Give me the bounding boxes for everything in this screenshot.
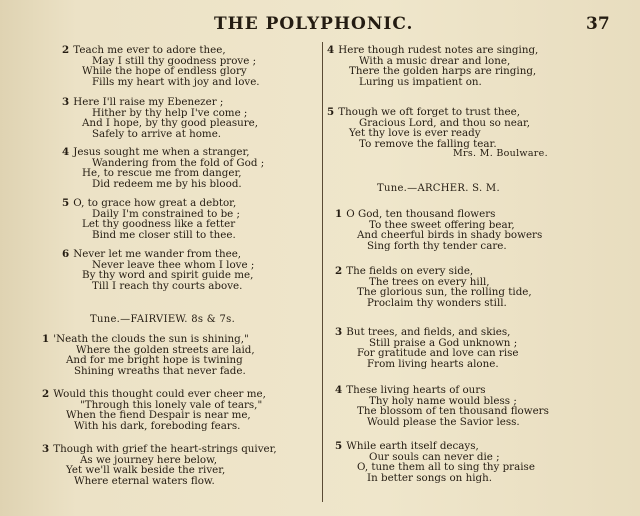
verse-text: The trees on every hill, xyxy=(369,275,490,288)
verse-text: For gratitude and love can rise xyxy=(357,347,519,360)
stanza-number: 2 xyxy=(335,265,343,277)
verse-text: Safely to arrive at home. xyxy=(92,127,222,140)
verse-text: O, tune them all to sing thy praise xyxy=(357,461,535,474)
verse-text: 'Neath the clouds the sun is shining," xyxy=(53,333,249,345)
stanza-left-5 xyxy=(62,198,240,240)
verse-text: Where the golden streets are laid, xyxy=(76,343,255,356)
verse-text: Here though rudest notes are singing, xyxy=(338,44,539,56)
verse-text: Thy holy name would bless ; xyxy=(369,394,517,407)
stanza-right-tune-5 xyxy=(335,441,535,483)
stanza-number: 5 xyxy=(62,197,70,209)
stanza-number: 3 xyxy=(62,96,70,108)
verse-text: Yet thy love is ever ready xyxy=(349,127,481,140)
stanza-number: 5 xyxy=(327,106,335,118)
verse-text: Wandering from the fold of God ; xyxy=(92,156,265,169)
stanza-number: 5 xyxy=(335,440,343,452)
verse-text: With his dark, foreboding fears. xyxy=(74,419,241,432)
verse-text: Till I reach thy courts above. xyxy=(92,279,243,292)
verse-line xyxy=(42,366,255,377)
verse-text: Our souls can never die ; xyxy=(369,450,500,463)
stanza-number: 1 xyxy=(42,333,50,345)
verse-line xyxy=(335,473,535,484)
verse-text: Though we oft forget to trust thee, xyxy=(338,106,520,118)
verse-text: From living hearts alone. xyxy=(367,357,499,370)
verse-text: And I hope, by thy good pleasure, xyxy=(82,117,259,130)
verse-line xyxy=(62,77,260,88)
verse-text: Teach me ever to adore thee, xyxy=(73,44,226,56)
verse-text: To thee sweet offering bear, xyxy=(369,218,515,231)
verse-line xyxy=(335,298,532,309)
stanza-left-4 xyxy=(62,147,264,189)
verse-line xyxy=(335,417,549,428)
verse-text: As we journey here below, xyxy=(80,453,217,466)
verse-text: He, to rescue me from danger, xyxy=(82,167,242,180)
verse-text: Daily I'm constrained to be ; xyxy=(92,207,241,220)
verse-text: These living hearts of ours xyxy=(346,384,486,396)
verse-text: May I still thy goodness prove ; xyxy=(92,54,257,67)
verse-text: Did redeem me by his blood. xyxy=(92,177,242,190)
verse-text: Shining wreaths that never fade. xyxy=(74,364,246,377)
tune-heading: Tune.—ARCHER. S. M. xyxy=(377,183,500,194)
stanza-left-2 xyxy=(62,45,260,87)
stanza-right-tune-2 xyxy=(335,266,532,308)
verse-text: Jesus sought me when a stranger, xyxy=(73,146,250,158)
stanza-left-6 xyxy=(62,249,254,291)
verse-text: Yet we'll walk beside the river, xyxy=(66,464,226,477)
verse-text: Here I'll raise my Ebenezer ; xyxy=(73,96,224,108)
stanza-left-tune-2 xyxy=(42,389,266,431)
verse-text: Would this thought could ever cheer me, xyxy=(53,388,266,400)
stanza-number: 6 xyxy=(62,248,70,260)
verse-text: The blossom of ten thousand flowers xyxy=(357,405,549,418)
stanza-number: 2 xyxy=(42,388,50,400)
column-divider xyxy=(322,42,323,502)
verse-text: And cheerful birds in shady bowers xyxy=(357,229,543,242)
verse-line xyxy=(327,77,538,88)
stanza-number: 3 xyxy=(335,326,343,338)
verse-line xyxy=(62,281,254,292)
verse-line xyxy=(335,359,519,370)
verse-text: While earth itself decays, xyxy=(346,440,479,452)
stanza-left-tune-3 xyxy=(42,444,277,486)
verse-text: The fields on every side, xyxy=(346,265,474,277)
stanza-number: 1 xyxy=(335,208,343,220)
stanza-number: 4 xyxy=(335,384,343,396)
verse-text: By thy word and spirit guide me, xyxy=(82,269,254,282)
verse-text: Let thy goodness like a fetter xyxy=(82,218,236,231)
verse-text: Gracious Lord, and thou so near, xyxy=(359,116,531,129)
stanza-right-4 xyxy=(327,45,538,87)
verse-text: Fills my heart with joy and love. xyxy=(92,75,260,88)
verse-text: In better songs on high. xyxy=(367,471,493,484)
verse-text: To remove the falling tear. xyxy=(359,137,497,150)
verse-text: Still praise a God unknown ; xyxy=(369,336,518,349)
verse-text: And for me bright hope is twining xyxy=(66,354,243,367)
verse-text: Luring us impatient on. xyxy=(359,75,482,88)
stanza-right-tune-4 xyxy=(335,385,549,427)
verse-text: Though with grief the heart-strings quiver, xyxy=(53,443,277,455)
verse-text: Proclaim thy wonders still. xyxy=(367,296,507,309)
verse-text: Where eternal waters flow. xyxy=(74,474,215,487)
verse-text: Sing forth thy tender care. xyxy=(367,239,507,252)
verse-text: "Through this lonely vale of tears," xyxy=(80,398,263,411)
verse-line xyxy=(335,241,542,252)
verse-text: When the fiend Despair is near me, xyxy=(66,409,251,422)
verse-line xyxy=(62,129,258,140)
author-attribution: Mrs. M. Boulware. xyxy=(453,148,548,159)
verse-line xyxy=(62,179,264,190)
stanza-left-3 xyxy=(62,97,258,139)
verse-line xyxy=(42,476,277,487)
verse-text: Bind me closer still to thee. xyxy=(92,228,236,241)
verse-text: With a music drear and lone, xyxy=(359,54,511,67)
verse-text: Hither by thy help I've come ; xyxy=(92,106,248,119)
stanza-right-tune-1 xyxy=(335,209,542,251)
stanza-number: 2 xyxy=(62,44,70,56)
stanza-number: 3 xyxy=(42,443,50,455)
verse-line xyxy=(62,230,240,241)
verse-text: O God, ten thousand flowers xyxy=(346,208,496,220)
verse-text: The glorious sun, the rolling tide, xyxy=(357,286,532,299)
page-title: THE POLYPHONIC. xyxy=(214,14,414,34)
verse-text: Never leave thee whom I love ; xyxy=(92,258,255,271)
page-number: 37 xyxy=(586,14,610,34)
verse-text: While the hope of endless glory xyxy=(82,65,247,78)
tune-heading: Tune.—FAIRVIEW. 8s & 7s. xyxy=(90,314,236,325)
page-header xyxy=(0,14,640,36)
verse-text: Would please the Savior less. xyxy=(367,415,520,428)
verse-text: Never let me wander from thee, xyxy=(73,248,242,260)
verse-line xyxy=(42,421,266,432)
verse-text: There the golden harps are ringing, xyxy=(349,65,537,78)
verse-text: O, to grace how great a debtor, xyxy=(73,197,237,209)
stanza-number: 4 xyxy=(327,44,335,56)
stanza-right-5 xyxy=(327,107,530,149)
verse-text: But trees, and fields, and skies, xyxy=(346,326,511,338)
stanza-right-tune-3 xyxy=(335,327,519,369)
stanza-number: 4 xyxy=(62,146,70,158)
stanza-left-tune-1 xyxy=(42,334,255,376)
